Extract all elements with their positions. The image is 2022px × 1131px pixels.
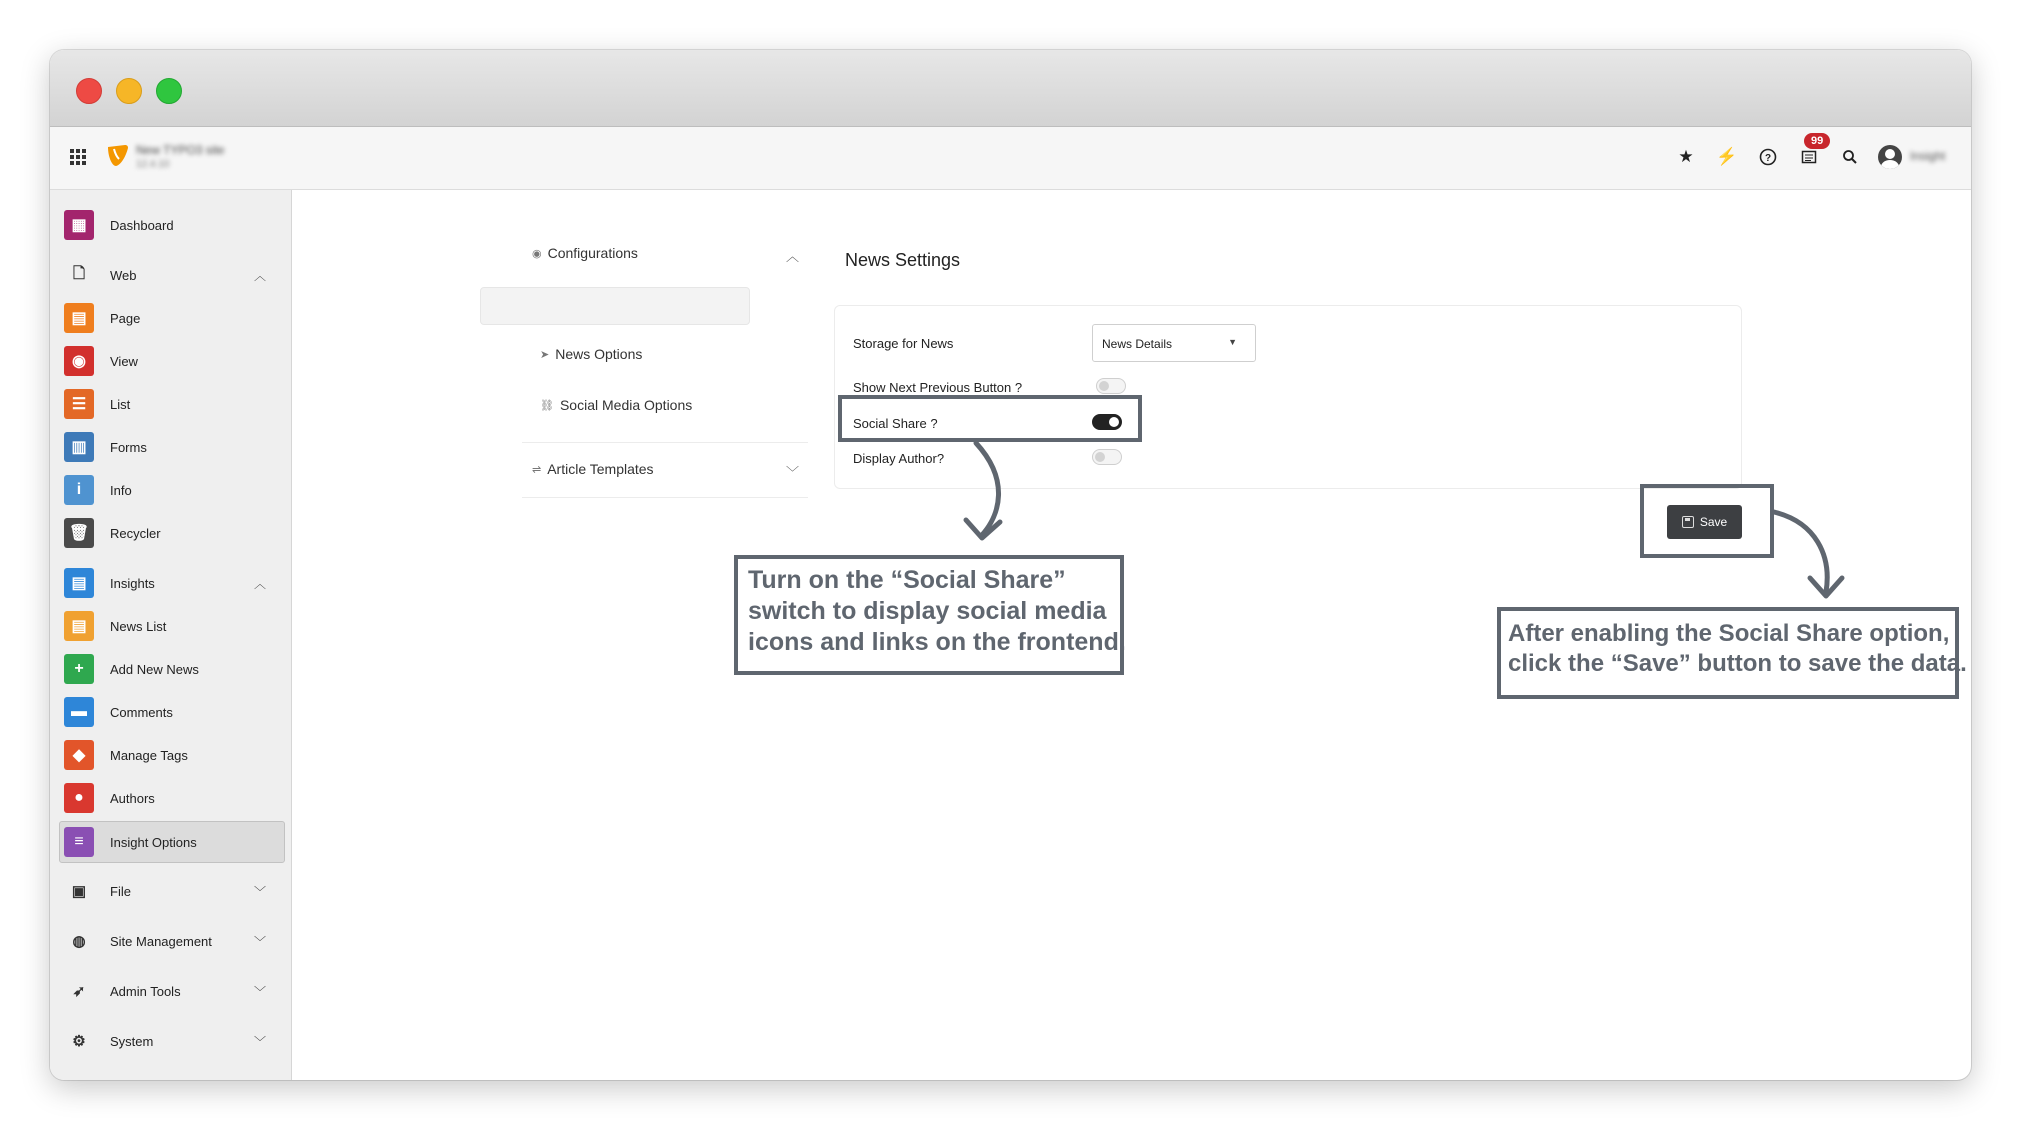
globe-icon: ◍: [72, 933, 86, 950]
sidebar-item-authors[interactable]: [60, 778, 280, 818]
sidebar-item-label: Admin Tools: [110, 983, 181, 999]
callout-line: After enabling the Social Share option,: [1508, 620, 1950, 647]
divider: [522, 497, 808, 498]
insights-icon: ▤: [64, 568, 94, 598]
callout-line: Turn on the “Social Share”: [748, 566, 1066, 594]
dashboard-icon: ▦: [64, 210, 94, 240]
sidebar-item-label: View: [110, 353, 138, 369]
typo3-topbar: [50, 127, 1971, 190]
plus-icon: +: [64, 654, 94, 684]
sidebar-item-page[interactable]: [60, 298, 280, 338]
sliders-icon: ⇌: [532, 463, 542, 476]
sidebar-item-label: Recycler: [110, 525, 161, 541]
configurations-section-toggle[interactable]: [532, 245, 638, 261]
sidebar-item-label: Dashboard: [110, 217, 174, 233]
save-label: Save: [1699, 515, 1728, 529]
link-icon: ⛓: [540, 399, 554, 412]
site-version: 12.4.10: [136, 159, 170, 170]
user-avatar[interactable]: [1878, 145, 1902, 169]
sidebar-item-label: Add New News: [110, 661, 199, 677]
caret-down-icon: ▼: [1228, 337, 1237, 347]
article-templates-section-toggle[interactable]: [532, 461, 654, 477]
page-icon: ▤: [64, 303, 94, 333]
page-outline-icon: 🗋: [72, 264, 86, 282]
sidebar-item-label: System: [110, 1033, 154, 1049]
trash-icon: 🗑: [64, 518, 94, 548]
user-icon: ●: [64, 783, 94, 813]
chevron-up-icon: ︿: [253, 269, 266, 283]
image-icon: ▣: [71, 883, 87, 900]
user-name[interactable]: Insight: [1910, 149, 1946, 163]
page-title: News Settings: [845, 250, 961, 270]
configurations-label: Configurations: [547, 245, 638, 261]
close-window-button[interactable]: [76, 78, 102, 104]
chevron-up-icon: ︿: [253, 577, 266, 591]
sidebar-item-manage-tags[interactable]: [60, 735, 280, 775]
sidebar-item-label: News List: [110, 618, 167, 634]
social-share-label: Social Share ?: [853, 416, 938, 431]
chevron-down-icon: ﹀: [253, 935, 266, 949]
sidebar-item-comments[interactable]: [60, 692, 280, 732]
sidebar-item-label: Web: [110, 267, 137, 283]
maximize-window-button[interactable]: [156, 78, 182, 104]
apps-grid-icon[interactable]: [70, 149, 86, 165]
news-list-icon: ▤: [64, 611, 94, 641]
typo3-logo-icon[interactable]: [105, 143, 131, 169]
help-icon[interactable]: [1756, 145, 1780, 169]
send-icon: ➤: [540, 348, 550, 361]
chevron-down-icon: ﹀: [253, 1035, 266, 1049]
settings-dot-icon: ◉: [532, 247, 542, 260]
callout-line: click the “Save” button to save the data.: [1508, 650, 1967, 677]
sliders-icon: ≡: [64, 827, 94, 857]
config-item-news-options-active[interactable]: [480, 287, 750, 325]
chevron-down-icon: ﹀: [253, 985, 266, 999]
info-icon: i: [64, 475, 94, 505]
sidebar-group-site-management[interactable]: [60, 921, 280, 961]
article-templates-label: Article Templates: [547, 461, 654, 477]
sidebar-item-label: Forms: [110, 439, 147, 455]
display-author-toggle[interactable]: [1092, 449, 1122, 465]
chevron-down-icon[interactable]: ﹀: [786, 465, 800, 480]
show-next-previous-label: Show Next Previous Button ?: [853, 380, 1023, 395]
sidebar-item-list[interactable]: [60, 384, 280, 424]
sidebar-item-add-new-news[interactable]: [60, 649, 280, 689]
gear-icon: ⚙: [72, 1033, 86, 1050]
sidebar-item-recycler[interactable]: [60, 513, 280, 553]
bookmark-star-icon[interactable]: ★: [1678, 147, 1694, 166]
config-item-label: Social Media Options: [559, 397, 693, 413]
sidebar-item-label: Site Management: [110, 933, 212, 949]
comment-icon: ▬: [64, 697, 94, 727]
sidebar-item-info[interactable]: [60, 470, 280, 510]
config-item-news-options[interactable]: [540, 346, 642, 362]
search-icon[interactable]: [1838, 145, 1862, 169]
floppy-disk-icon: [1682, 516, 1694, 528]
flash-cache-icon[interactable]: ⚡: [1716, 147, 1738, 166]
sidebar-item-news-list[interactable]: [60, 606, 280, 646]
callout-line: switch to display social media: [748, 597, 1107, 625]
social-share-highlight-box: [838, 395, 1142, 442]
sidebar-group-insights[interactable]: [60, 563, 280, 603]
list-icon: ☰: [64, 389, 94, 419]
divider: [522, 442, 808, 443]
save-button[interactable]: [1667, 505, 1742, 539]
window-titlebar: [50, 50, 1971, 127]
minimize-window-button[interactable]: [116, 78, 142, 104]
rocket-icon: ➶: [72, 983, 86, 1000]
sidebar-group-file[interactable]: [60, 871, 280, 911]
social-share-callout: [734, 555, 1124, 675]
chevron-up-icon[interactable]: ︿: [786, 249, 800, 264]
sidebar-item-label: Manage Tags: [110, 747, 188, 763]
sidebar-item-label: File: [110, 883, 131, 899]
sidebar-item-label: Insights: [110, 575, 155, 591]
display-author-label: Display Author?: [853, 451, 945, 466]
callout-line: icons and links on the frontend.: [748, 628, 1126, 656]
select-value: News Details: [1102, 337, 1173, 351]
storage-for-news-select[interactable]: [1092, 324, 1256, 362]
eye-icon: ◉: [64, 346, 94, 376]
sidebar-item-label: Comments: [110, 704, 173, 720]
storage-for-news-label: Storage for News: [853, 336, 954, 351]
sidebar-item-dashboard[interactable]: [60, 205, 280, 245]
sidebar-item-label: List: [110, 396, 131, 412]
sidebar-item-insight-options[interactable]: [59, 821, 285, 863]
chevron-down-icon: ﹀: [253, 885, 266, 899]
site-name: New TYPO3 site: [136, 143, 225, 157]
sidebar-item-forms[interactable]: [60, 427, 280, 467]
sidebar-item-label: Authors: [110, 790, 155, 806]
config-item-label: News Options: [555, 346, 643, 362]
tag-icon: ◆: [64, 740, 94, 770]
sidebar-item-view[interactable]: [60, 341, 280, 381]
sidebar-group-admin-tools[interactable]: [60, 971, 280, 1011]
forms-icon: ▥: [64, 432, 94, 462]
sidebar-item-label: Info: [110, 482, 132, 498]
notification-count-badge: 99: [1804, 133, 1830, 149]
sidebar-item-label: Page: [110, 310, 141, 326]
module-sidebar: [50, 190, 292, 1080]
config-item-social-media-options[interactable]: [540, 397, 692, 413]
show-next-previous-toggle[interactable]: [1096, 378, 1126, 394]
sidebar-group-system[interactable]: [60, 1021, 280, 1061]
sidebar-item-label: Insight Options: [110, 834, 197, 850]
save-callout: [1497, 607, 1967, 699]
sidebar-group-web[interactable]: [60, 255, 280, 295]
svg-text:?: ?: [1764, 153, 1772, 164]
